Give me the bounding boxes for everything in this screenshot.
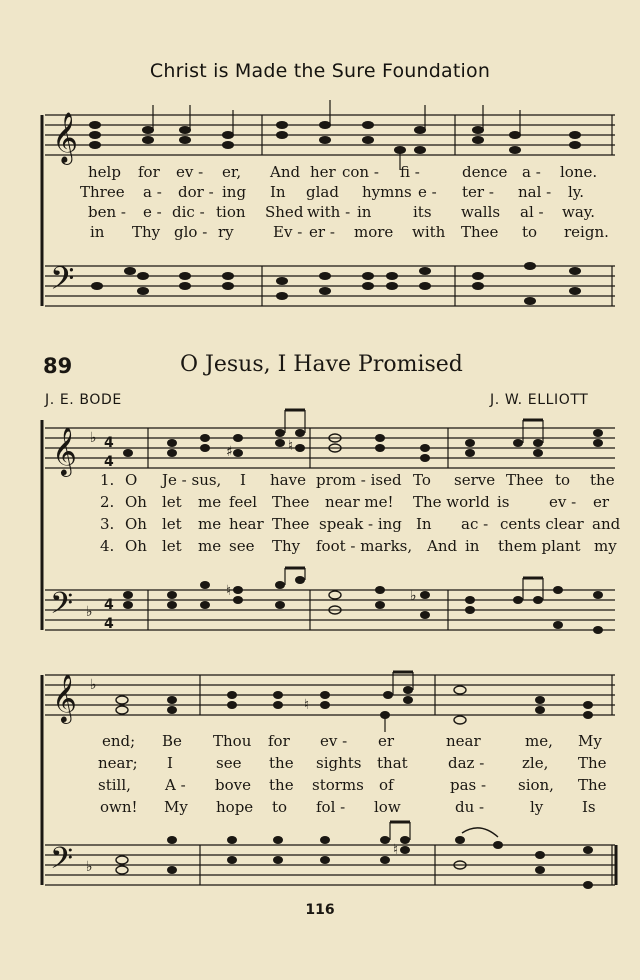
syllable: for <box>268 732 290 750</box>
syllable: tion <box>216 203 246 221</box>
svg-text:𝄞: 𝄞 <box>52 112 79 163</box>
syllable: hear <box>229 515 264 533</box>
syllable: with - <box>307 203 351 221</box>
syllable: and <box>592 515 621 533</box>
syllable: storms <box>312 776 364 794</box>
syllable: its <box>413 203 432 221</box>
sys2-bass-staff <box>0 825 640 905</box>
syllable: glo - <box>174 223 208 241</box>
syllable: near <box>446 732 481 750</box>
syllable: al - <box>520 203 544 221</box>
syllable: e - <box>418 183 437 201</box>
sys1-bass-staff <box>0 568 640 648</box>
syllable: ry <box>218 223 234 241</box>
syllable: let <box>162 493 182 511</box>
syllable: speak - ing <box>319 515 402 533</box>
svg-text:♭: ♭ <box>86 859 93 875</box>
svg-text:4: 4 <box>104 597 114 613</box>
syllable: own! <box>100 798 138 816</box>
syllable: me <box>198 515 222 533</box>
svg-text:♭: ♭ <box>90 677 97 693</box>
syllable: walls <box>461 203 501 221</box>
syllable: Je - sus, <box>162 471 222 489</box>
syllable: pas - <box>450 776 487 794</box>
sys2-lyric-line-4 <box>0 798 640 818</box>
sys1-lyric-line-1 <box>0 471 640 491</box>
syllable: still, <box>98 776 131 794</box>
syllable: Ev - <box>273 223 303 241</box>
music-credit: J. W. ELLIOTT <box>490 392 589 408</box>
syllable: end; <box>102 732 136 750</box>
syllable: way. <box>562 203 596 221</box>
syllable: Oh <box>125 493 147 511</box>
syllable: hope <box>216 798 254 816</box>
syllable: ly <box>530 798 544 816</box>
top-lyric-line-3 <box>0 203 640 223</box>
svg-text:♮: ♮ <box>226 583 232 599</box>
hymn-title-top: Christ is Made the Sure Foundation <box>149 60 491 82</box>
syllable: to <box>555 471 571 489</box>
verse-number: 2. <box>100 493 115 511</box>
syllable: Oh <box>125 537 147 555</box>
syllable: see <box>216 754 242 772</box>
syllable: see <box>229 537 255 555</box>
syllable: Thee <box>461 223 499 241</box>
syllable: my <box>594 537 617 555</box>
syllable: I <box>167 754 173 772</box>
syllable: Shed <box>265 203 304 221</box>
syllable: e - <box>143 203 162 221</box>
syllable: the <box>269 754 294 772</box>
syllable: sion, <box>518 776 554 794</box>
syllable: glad <box>306 183 339 201</box>
svg-text:♭: ♭ <box>86 604 93 620</box>
syllable: me, <box>525 732 553 750</box>
syllable: for <box>138 163 160 181</box>
syllable: with <box>412 223 446 241</box>
syllable: du - <box>455 798 485 816</box>
syllable: The world <box>413 493 490 511</box>
syllable: Three <box>80 183 125 201</box>
svg-text:𝄞: 𝄞 <box>52 673 77 722</box>
syllable: To <box>413 471 431 489</box>
syllable: a - <box>522 163 541 181</box>
syllable: feel <box>229 493 258 511</box>
sys1-lyric-line-2 <box>0 493 640 513</box>
syllable: zle, <box>522 754 549 772</box>
syllable: con - <box>342 163 379 181</box>
sys2-lyric-line-2 <box>0 754 640 774</box>
syllable: daz - <box>448 754 485 772</box>
syllable: Is <box>582 798 596 816</box>
verse-number: 1. <box>100 471 115 489</box>
syllable: her <box>310 163 336 181</box>
syllable: Thou <box>213 732 252 750</box>
syllable: near; <box>98 754 138 772</box>
syllable: The <box>578 776 607 794</box>
syllable: the <box>590 471 615 489</box>
syllable: Thee <box>272 493 310 511</box>
words-credit: J. E. BODE <box>45 392 122 408</box>
syllable: nal - <box>518 183 552 201</box>
svg-text:♭: ♭ <box>90 430 97 446</box>
svg-text:𝄢: 𝄢 <box>50 842 74 883</box>
svg-text:♮: ♮ <box>304 697 310 713</box>
syllable: Be <box>162 732 182 750</box>
svg-text:♮: ♮ <box>288 438 294 454</box>
syllable: in <box>357 203 372 221</box>
top-lyric-line-2 <box>0 183 640 203</box>
syllable: in <box>90 223 105 241</box>
syllable: in <box>465 537 480 555</box>
syllable: to <box>522 223 538 241</box>
syllable: let <box>162 537 182 555</box>
syllable: me <box>198 537 222 555</box>
sys2-lyric-line-3 <box>0 776 640 796</box>
top-lyric-line-4 <box>0 223 640 243</box>
svg-text:𝄢: 𝄢 <box>50 587 74 628</box>
syllable: Thee <box>506 471 544 489</box>
syllable: And <box>427 537 458 555</box>
syllable: er, <box>222 163 242 181</box>
syllable: My <box>578 732 602 750</box>
syllable: ben - <box>88 203 126 221</box>
syllable: In <box>416 515 432 533</box>
syllable: me <box>198 493 222 511</box>
syllable: near me! <box>325 493 394 511</box>
syllable: And <box>270 163 301 181</box>
svg-text:𝄞: 𝄞 <box>52 426 77 475</box>
verse-number: 4. <box>100 537 115 555</box>
syllable: Oh <box>125 515 147 533</box>
syllable: fol - <box>316 798 346 816</box>
syllable: sights <box>316 754 362 772</box>
syllable: ter - <box>462 183 494 201</box>
syllable: dor - <box>178 183 214 201</box>
syllable: The <box>578 754 607 772</box>
sys1-lyric-line-4 <box>0 537 640 557</box>
syllable: er - <box>309 223 335 241</box>
syllable: Thy <box>272 537 301 555</box>
svg-text:4: 4 <box>104 435 114 451</box>
syllable: Thy <box>132 223 161 241</box>
syllable: of <box>379 776 394 794</box>
syllable: low <box>374 798 401 816</box>
top-bass-staff <box>0 248 640 328</box>
syllable: a - <box>143 183 162 201</box>
syllable: help <box>88 163 121 181</box>
svg-text:♯: ♯ <box>226 444 233 460</box>
syllable: dic - <box>172 203 205 221</box>
syllable: dence <box>462 163 508 181</box>
syllable: cents clear <box>500 515 584 533</box>
syllable: I <box>240 471 246 489</box>
syllable: lone. <box>560 163 598 181</box>
syllable: ac - <box>461 515 489 533</box>
page-number: 116 <box>305 902 335 918</box>
syllable: more <box>354 223 394 241</box>
syllable: that <box>377 754 408 772</box>
syllable: have <box>270 471 306 489</box>
syllable: ly. <box>568 183 585 201</box>
sys2-treble-staff <box>0 660 640 740</box>
syllable: er <box>593 493 610 511</box>
top-lyric-line-1 <box>0 163 640 183</box>
syllable: them plant <box>498 537 581 555</box>
syllable: fi - <box>400 163 420 181</box>
verse-number: 3. <box>100 515 115 533</box>
syllable: to <box>272 798 288 816</box>
syllable: is <box>497 493 510 511</box>
syllable: bove <box>215 776 251 794</box>
svg-text:4: 4 <box>104 454 114 470</box>
syllable: serve <box>454 471 496 489</box>
syllable: Thee <box>272 515 310 533</box>
syllable: O <box>125 471 138 489</box>
syllable: ev - <box>320 732 348 750</box>
syllable: prom - ised <box>316 471 402 489</box>
syllable: ev - <box>176 163 204 181</box>
sys1-lyric-line-3 <box>0 515 640 535</box>
syllable: hymns <box>362 183 412 201</box>
sys2-lyric-line-1 <box>0 732 640 752</box>
syllable: foot - marks, <box>316 537 413 555</box>
syllable: the <box>269 776 294 794</box>
syllable: er <box>378 732 395 750</box>
hymn-title: O Jesus, I Have Promised <box>180 352 463 377</box>
svg-text:♮: ♮ <box>393 842 399 858</box>
hymn-number: 89 <box>43 354 73 378</box>
svg-text:♭: ♭ <box>410 588 417 604</box>
syllable: let <box>162 515 182 533</box>
svg-text:4: 4 <box>104 616 114 632</box>
syllable: ev - <box>549 493 577 511</box>
syllable: In <box>270 183 286 201</box>
syllable: ing <box>222 183 247 201</box>
syllable: My <box>164 798 188 816</box>
syllable: reign. <box>564 223 609 241</box>
syllable: A - <box>165 776 186 794</box>
svg-text:𝄢: 𝄢 <box>50 260 75 304</box>
